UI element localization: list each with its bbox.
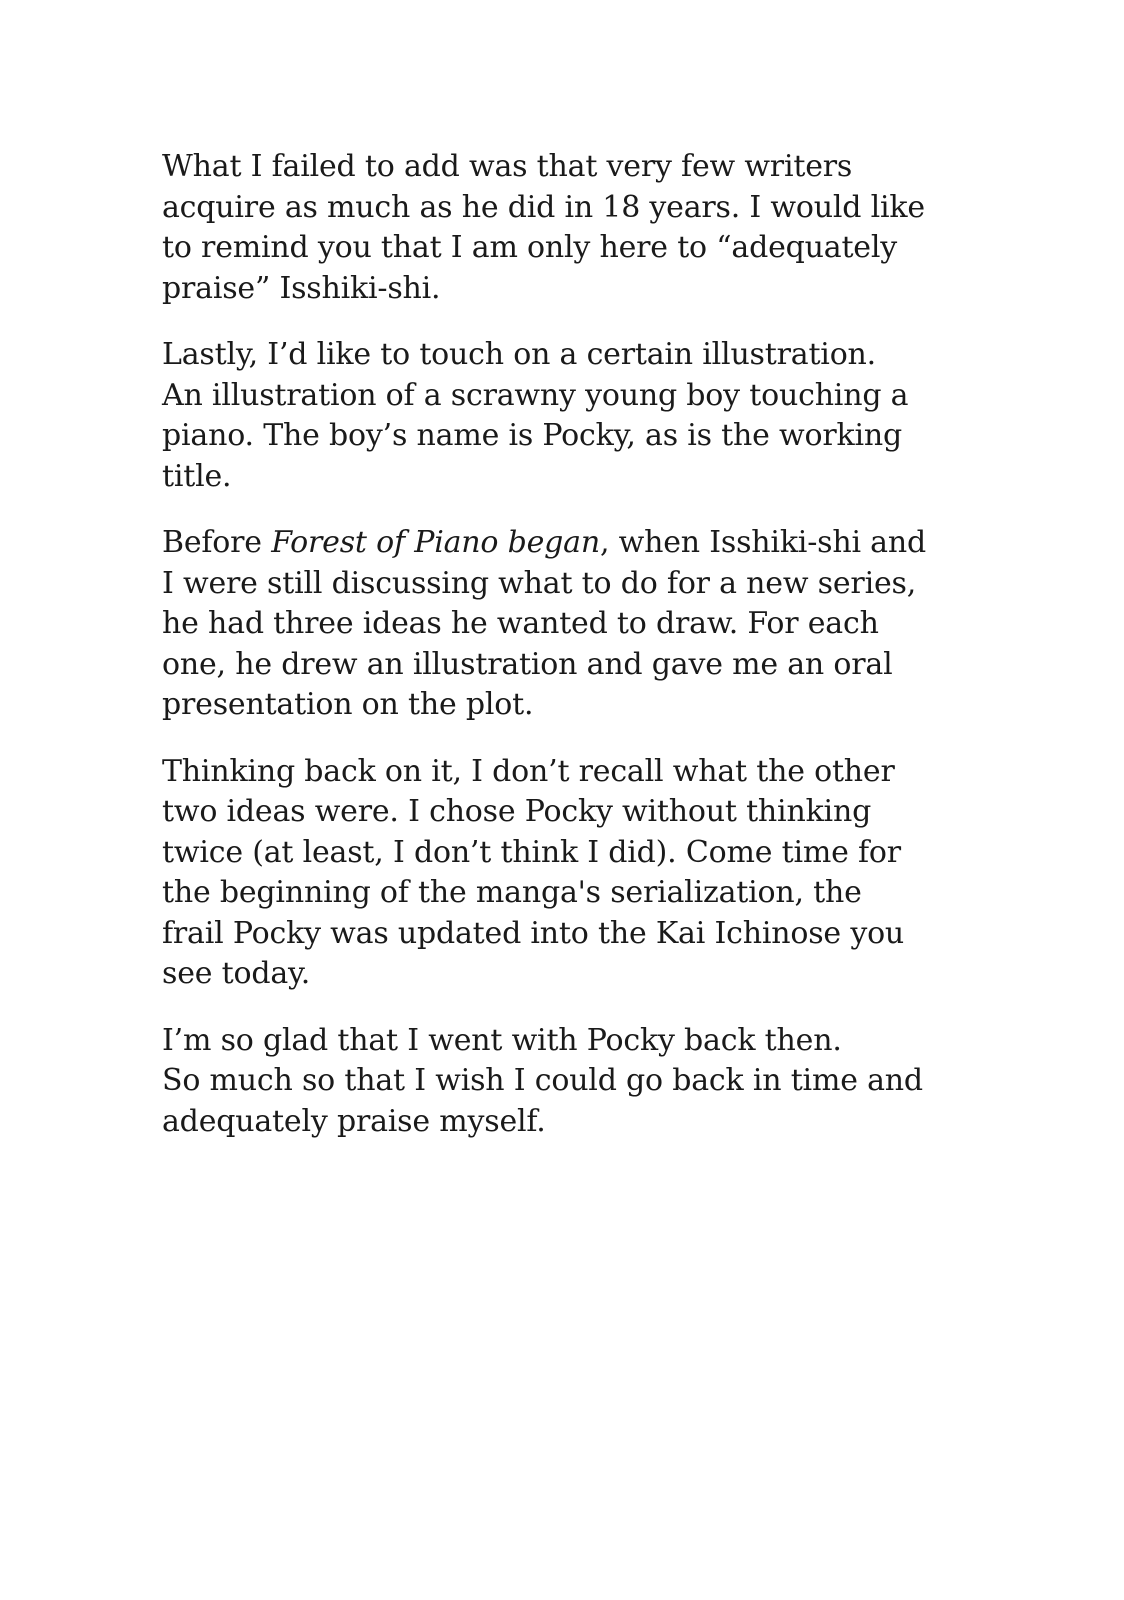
text-line: I were still discussing what to do for a new series, xyxy=(162,565,917,601)
text-line xyxy=(162,523,962,564)
text-line: one, he drew an illustration and gave me an oral xyxy=(162,646,893,682)
text-line: he had three ideas he wanted to draw. For each xyxy=(162,606,879,641)
text-line: see today. xyxy=(162,956,311,991)
text-run: Before xyxy=(162,525,272,560)
text-line: the beginning of the manga's serialization, the xyxy=(162,875,862,910)
text-line: So much so that I wish I could go back in time and xyxy=(162,1063,923,1098)
text-line: Lastly, I’d like to touch on a certain illustration. xyxy=(162,337,877,372)
text-line: to remind you that I am only here to “adequately xyxy=(162,230,897,265)
book-title: Forest of Piano began xyxy=(271,525,600,560)
text-line: twice (at least, I don’t think I did). Come time for xyxy=(162,834,901,870)
paragraph-1 xyxy=(162,147,962,309)
text-line: acquire as much as he did in 18 years. I would like xyxy=(162,189,925,225)
text-line: praise” Isshiki-shi. xyxy=(162,270,441,306)
text-line: presentation on the plot. xyxy=(162,687,534,722)
text-line: I’m so glad that I went with Pocky back then. xyxy=(162,1022,842,1058)
paragraph-5 xyxy=(162,1021,962,1143)
paragraph-3 xyxy=(162,523,962,726)
text-line: adequately praise myself. xyxy=(162,1103,546,1139)
text-line: An illustration of a scrawny young boy touching a xyxy=(162,377,909,413)
body-text xyxy=(162,147,962,1168)
text-line: two ideas were. I chose Pocky without thinking xyxy=(162,794,872,829)
text-line: frail Pocky was updated into the Kai Ichinose you xyxy=(162,915,905,951)
text-line: piano. The boy’s name is Pocky, as is the working xyxy=(162,418,903,453)
paragraph-2 xyxy=(162,335,962,497)
paragraph-4 xyxy=(162,752,962,995)
text-line: title. xyxy=(162,458,232,494)
text-line: What I failed to add was that very few writers xyxy=(162,149,853,184)
text-line: Thinking back on it, I don’t recall what the other xyxy=(162,753,895,789)
text-run: , when Isshiki-shi and xyxy=(599,525,926,560)
